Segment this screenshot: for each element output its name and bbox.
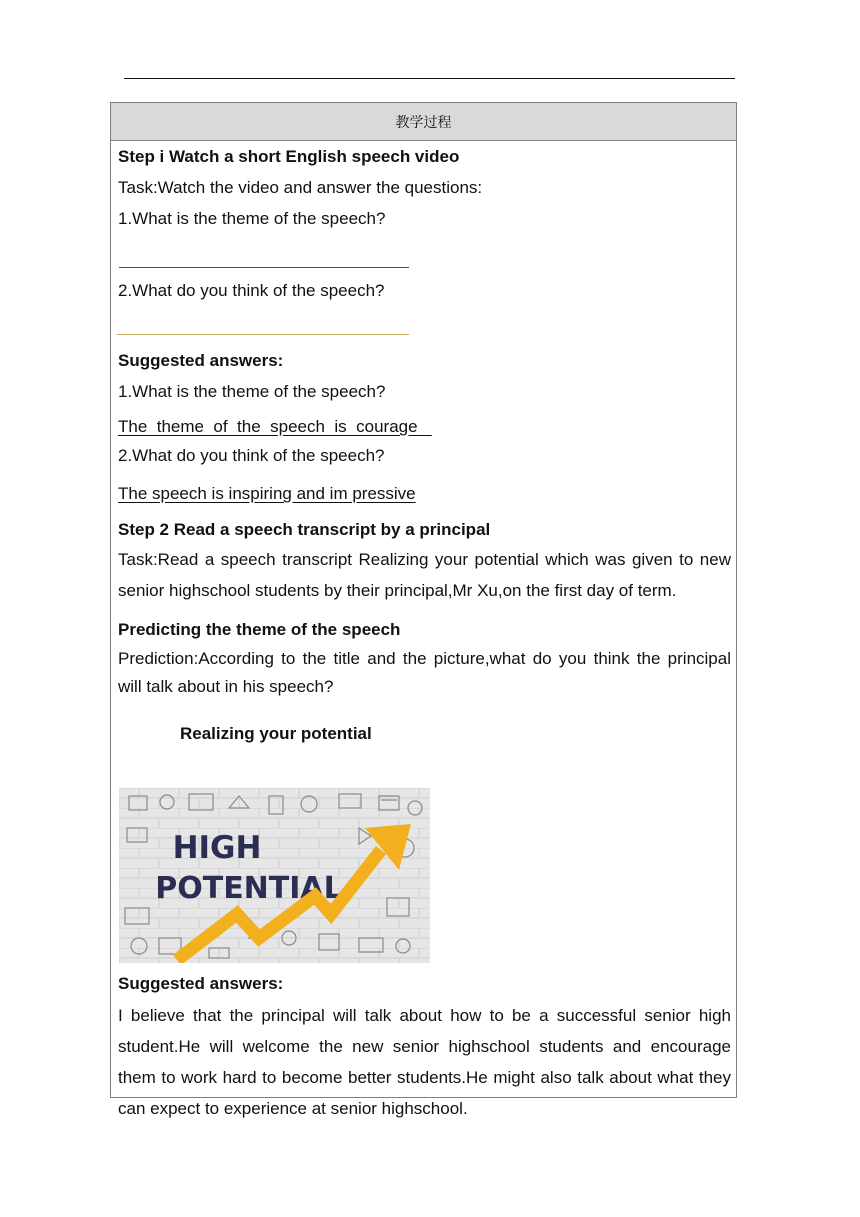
step1-task: Task:Watch the video and answer the questions: bbox=[118, 178, 483, 197]
lesson-table bbox=[110, 102, 737, 1118]
high-potential-image bbox=[119, 788, 430, 963]
step2-heading: Step 2 Read a speech transcript by a principal bbox=[118, 520, 491, 539]
step2-task: Task:Read a speech transcript Realizing your potential which was given to new senior highschool students by their principal,Mr Xu,on the first day of term. bbox=[118, 550, 731, 600]
step1-question-2: 2.What do you think of the speech? bbox=[118, 281, 385, 300]
suggested-answer-paragraph: I believe that the principal will talk about how to be a successful senior high student.He will welcome the new senior highschool students and encourage them to work hard to become better students.He might also talk about what they can expect to experience at senior highschool. bbox=[118, 1006, 731, 1118]
page-top-rule bbox=[124, 78, 735, 79]
answer-blank-line-2 bbox=[117, 334, 409, 335]
picture-title: Realizing your potential bbox=[180, 724, 372, 743]
suggested-answers-2-heading: Suggested answers: bbox=[118, 974, 284, 993]
suggested-answer-1: The theme of the speech is courage bbox=[118, 417, 432, 436]
suggested-answer-2: The speech is inspiring and im pressive bbox=[118, 484, 416, 503]
image-text-potential: POTENTIAL bbox=[155, 871, 343, 906]
table-header: 教学过程 bbox=[111, 103, 736, 141]
predicting-heading: Predicting the theme of the speech bbox=[118, 620, 401, 639]
step1-heading: Step i Watch a short English speech video bbox=[118, 147, 460, 166]
suggested-answers-1-heading: Suggested answers: bbox=[118, 351, 284, 370]
image-text-high: HIGH bbox=[172, 830, 262, 866]
prediction-text: Prediction:According to the title and the picture,what do you think the principal will talk about in his speech? bbox=[118, 649, 731, 696]
answer-blank-line-1 bbox=[119, 267, 409, 268]
step1-question-1: 1.What is the theme of the speech? bbox=[118, 209, 386, 228]
suggested-question-1: 1.What is the theme of the speech? bbox=[118, 382, 386, 401]
suggested-question-2: 2.What do you think of the speech? bbox=[118, 446, 385, 465]
